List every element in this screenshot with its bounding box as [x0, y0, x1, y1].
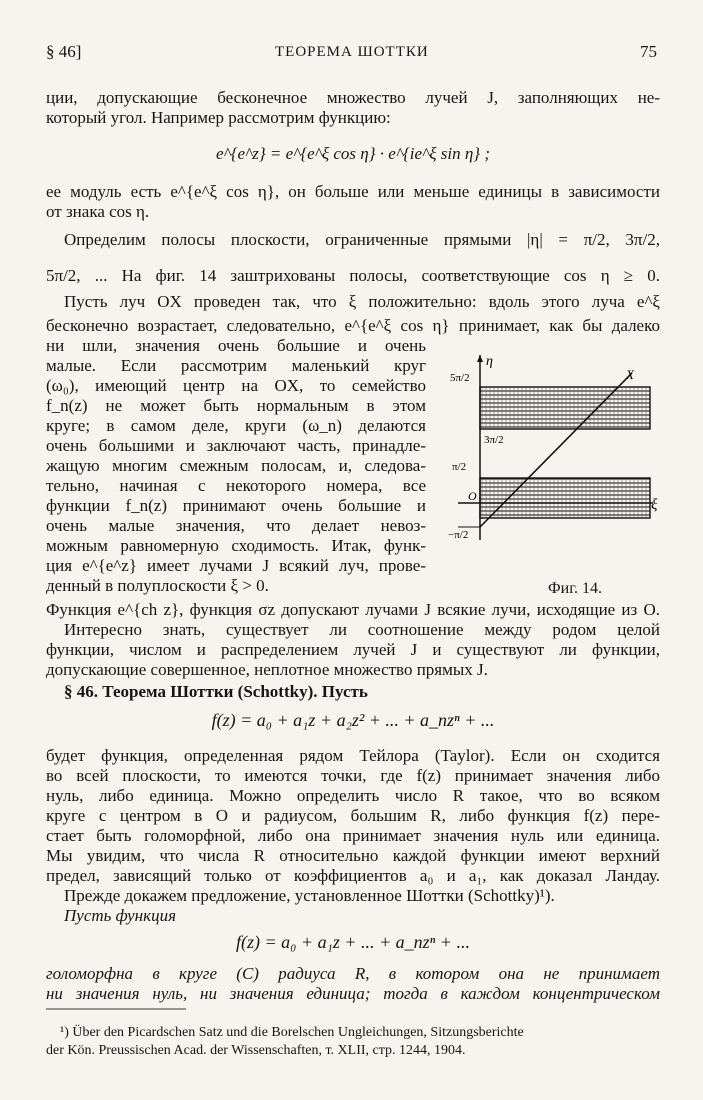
- text-line: f_n(z) не может быть нормальным в этом: [46, 396, 426, 415]
- text-line: стает быть голоморфной, либо она принимает значения нуль или единица.: [46, 826, 660, 845]
- tick-pi-2: π/2: [452, 461, 467, 473]
- text-line: (ω₀), имеющий центр на OX, то семейство: [46, 376, 426, 395]
- text-line: функции f_n(z) принимают очень большие и: [46, 496, 426, 515]
- text-line: Прежде докажем предложение, установленное Шоттки (Schottky)¹).: [64, 886, 555, 905]
- figure-14: [448, 345, 663, 595]
- text-line: функции, числом и распределением лучей J и существуют ли функции,: [46, 640, 660, 659]
- o-label: O: [468, 489, 477, 503]
- text-line: который угол. Например рассмотрим функцию:: [46, 108, 391, 127]
- text-line: жащую многим смежным полосам, и, следова-: [46, 456, 426, 475]
- footnote-line: der Kön. Preussischen Acad. der Wissenschaften, т. XLII, стр. 1244, 1904.: [46, 1043, 466, 1058]
- eta-label: η: [486, 354, 493, 369]
- text-line: Пусть луч OX проведен так, что ξ положительно: вдоль этого луча e^ξ: [64, 292, 660, 311]
- text-line: от знака cos η.: [46, 202, 150, 221]
- footnote-rule: [46, 1008, 186, 1010]
- text-line: голоморфна в круге (C) радиуса R, в котором она не принимает: [46, 964, 660, 983]
- text-line: Интересно знать, существует ли соотношение между родом целой: [64, 620, 660, 639]
- section-heading: § 46. Теорема Шоттки (Schottky). Пусть: [64, 682, 368, 701]
- text-line: ция e^{e^z} имеет лучами J всякий луч, прове-: [46, 556, 426, 575]
- hatched-strip-upper: [480, 387, 650, 429]
- section-ref: § 46]: [46, 42, 82, 61]
- text-line: допускающие совершенное, неплотное множество прямых J.: [46, 660, 488, 679]
- text-line: Пусть функция: [64, 906, 176, 925]
- text-line: круге; в самом деле, круги (ω_n) делаются: [46, 416, 426, 435]
- text-line: будет функция, определенная рядом Тейлора (Taylor). Если он сходится: [46, 746, 660, 765]
- strip-diagram: [448, 345, 663, 580]
- text-line: тельно, начиная с некоторого номера, все: [46, 476, 426, 495]
- text-line: ни шли, значения очень большие и очень: [46, 336, 426, 355]
- tick-neg-pi-2: −π/2: [448, 529, 469, 541]
- text-line: Определим полосы плоскости, ограниченные прямыми |η| = π/2, 3π/2,: [64, 230, 660, 249]
- text-line: ции, допускающие бесконечное множество лучей J, заполняющих не-: [46, 88, 660, 107]
- running-title: ТЕОРЕМА ШОТТКИ: [275, 44, 429, 60]
- tick-3pi-2: 3π/2: [484, 434, 504, 446]
- text-line: круге с центром в O и радиусом, большим R, либо функция f(z) пере-: [46, 806, 660, 825]
- text-line: предел, зависящий только от коэффициентов a₀ и a₁, как доказал Ландау.: [46, 866, 660, 885]
- page-number: 75: [640, 42, 657, 61]
- tick-5pi-2: 5π/2: [450, 372, 470, 384]
- figure-caption: Фиг. 14.: [548, 580, 602, 597]
- formula: e^{e^z} = e^{e^ξ cos η} · e^{ie^ξ sin η} ;: [216, 144, 490, 163]
- text-line: ее модуль есть e^{e^ξ cos η}, он больше или меньше единицы в зависимости: [46, 182, 660, 201]
- text-line: малые. Если рассмотрим маленький круг: [46, 356, 426, 375]
- footnote-line: ¹) Über den Picardschen Satz und die Borelschen Ungleichungen, Sitzungsberichte: [60, 1025, 524, 1040]
- text-line: Функция e^{ch z}, функция σz допускают лучами J всякие лучи, исходящие из O.: [46, 600, 660, 619]
- text-line: во всей плоскости, то имеются точки, где f(z) принимает значения либо: [46, 766, 660, 785]
- text-line: очень большими и заключают часть, принадле-: [46, 436, 426, 455]
- text-line: можным равномерную сходимость. Итак, функ-: [46, 536, 426, 555]
- text-line: 5π/2, ... На фиг. 14 заштрихованы полосы, соответствующие cos η ≥ 0.: [46, 266, 660, 285]
- x-label: X: [626, 367, 634, 382]
- text-line: ни значения нуль, ни значения единица; тогда в каждом концентрическом: [46, 984, 660, 1003]
- hatched-strip-middle: [480, 478, 650, 518]
- formula-series: f(z) = a₀ + a₁z + a₂z² + ... + a_nzⁿ + ...: [211, 710, 495, 730]
- text-line: денный в полуплоскости ξ > 0.: [46, 576, 269, 595]
- formula-series-2: f(z) = a₀ + a₁z + ... + a_nzⁿ + ...: [236, 932, 470, 952]
- text-line: бесконечно возрастает, следовательно, e^{e^ξ cos η} принимает, как бы далеко: [46, 316, 660, 335]
- xi-label: ξ: [651, 497, 658, 513]
- text-line: Мы увидим, что числа R относительно каждой функции имеют верхний: [46, 846, 660, 865]
- text-line: нуль, либо единица. Можно определить число R такое, что во всяком: [46, 786, 660, 805]
- text-line: очень малые значения, что делает невоз-: [46, 516, 426, 535]
